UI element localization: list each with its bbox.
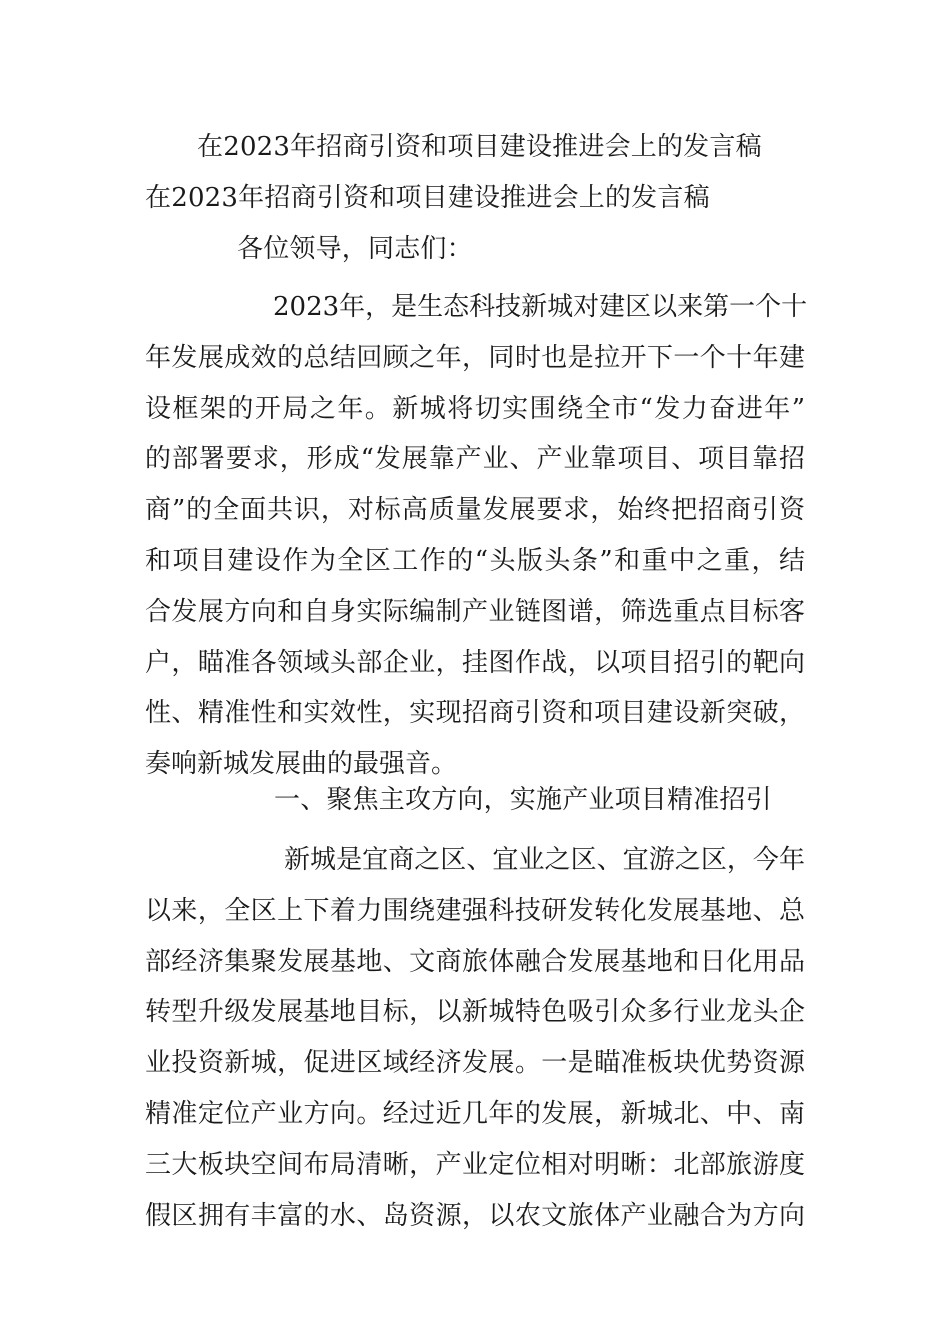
section-heading: 一、聚焦主攻方向，实施产业项目精准招引: [274, 785, 772, 815]
paragraph-line: 转型升级发展基地目标，以新城特色吸引众多行业龙头企: [145, 997, 805, 1028]
paragraph-line: 商”的全面共识，对标高质量发展要求，始终把招商引资: [145, 495, 805, 526]
paragraph-line: 合发展方向和自身实际编制产业链图谱，筛选重点目标客: [145, 596, 805, 627]
paragraph-line: 2023年，是生态科技新城对建区以来第一个十: [273, 292, 808, 322]
paragraph-line: 新城是宜商之区、宜业之区、宜游之区，今年: [284, 845, 805, 875]
document-title: 在2023年招商引资和项目建设推进会上的发言稿: [197, 132, 762, 162]
paragraph-line: 三大板块空间布局清晰，产业定位相对明晰：北部旅游度: [145, 1149, 805, 1180]
paragraph-section-1: [145, 835, 805, 1241]
document-title-repeat: 在2023年招商引资和项目建设推进会上的发言稿: [145, 183, 710, 213]
paragraph-line: 的部署要求，形成“发展靠产业、产业靠项目、项目靠招: [145, 444, 805, 475]
paragraph-line: 户，瞄准各领域头部企业，挂图作战，以项目招引的靶向: [145, 647, 805, 678]
paragraph-line: 和项目建设作为全区工作的“头版头条”和重中之重，结: [145, 545, 805, 576]
paragraph-line: 奏响新城发展曲的最强音。: [145, 749, 458, 780]
paragraph-line: 假区拥有丰富的水、岛资源，以农文旅体产业融合为方向: [145, 1200, 805, 1231]
paragraph-line: 业投资新城，促进区域经济发展。一是瞄准板块优势资源: [145, 1048, 805, 1079]
paragraph-line: 以来，全区上下着力围绕建强科技研发转化发展基地、总: [145, 895, 805, 926]
paragraph-line: 精准定位产业方向。经过近几年的发展，新城北、中、南: [145, 1098, 805, 1129]
greeting: 各位领导，同志们：: [237, 234, 473, 264]
paragraph-line: 部经济集聚发展基地、文商旅体融合发展基地和日化用品: [145, 946, 805, 977]
paragraph-intro: [145, 282, 808, 790]
paragraph-line: 性、精准性和实效性，实现招商引资和项目建设新突破，: [145, 698, 805, 729]
paragraph-line: 年发展成效的总结回顾之年，同时也是拉开下一个十年建: [145, 342, 805, 373]
paragraph-line: 设框架的开局之年。新城将切实围绕全市“发力奋进年”: [145, 393, 805, 424]
